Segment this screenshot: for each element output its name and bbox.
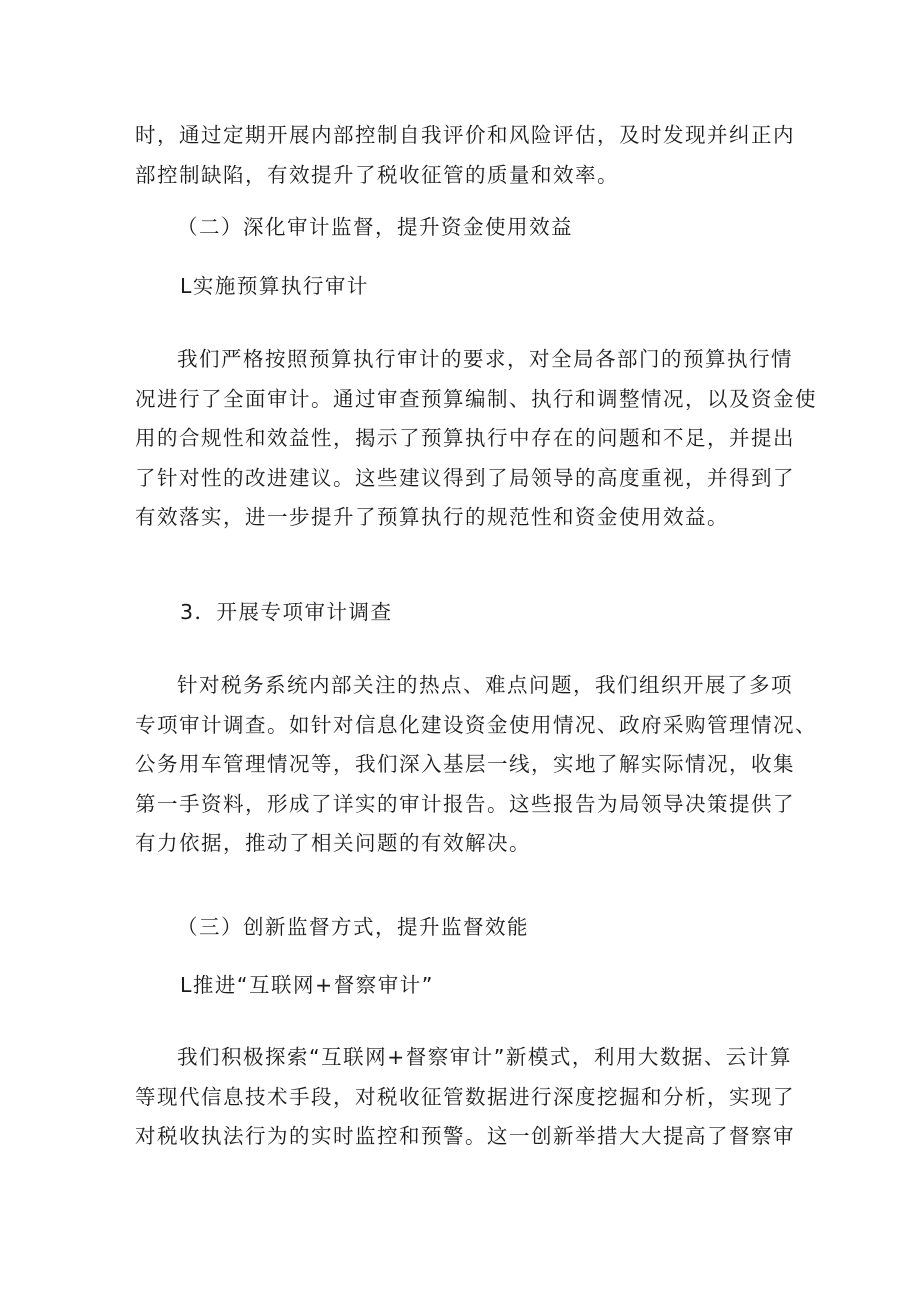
item-heading-budget-audit: L实施预算执行审计 — [180, 274, 369, 298]
paragraph-line: 有力依据，推动了相关问题的有效解决。 — [135, 831, 531, 855]
paragraph-special-audit — [135, 666, 817, 864]
paragraph-line: 专项审计调查。如针对信息化建设资金使用情况、政府采购管理情况、 — [135, 712, 817, 737]
paragraph-line: 况进行了全面审计。通过审查预算编制、执行和调整情况，以及资金使 — [135, 386, 817, 411]
paragraph-line: 了针对性的改进建议。这些建议得到了局领导的高度重视，并得到了 — [135, 465, 795, 490]
paragraph-line: 第一手资料，形成了详实的审计报告。这些报告为局领导决策提供了 — [135, 791, 795, 816]
section-heading-audit-supervision: （二）深化审计监督，提升资金使用效益 — [177, 215, 573, 239]
paragraph-internal-control — [135, 116, 795, 195]
paragraph-line: 公务用车管理情况等，我们深入基层一线，实地了解实际情况，收集 — [135, 752, 795, 776]
paragraph-line: 我们严格按照预算执行审计的要求，对全局各部门的预算执行情 — [177, 347, 793, 371]
section-heading-innovation: （三）创新监督方式，提升监督效能 — [177, 915, 529, 939]
paragraph-budget-audit — [135, 340, 817, 538]
paragraph-line: 部控制缺陷，有效提升了税收征管的质量和效率。 — [135, 162, 619, 187]
paragraph-line: 我们积极探索“互联网+督察审计”新模式，利用大数据、云计算 — [177, 1045, 792, 1069]
item-heading-special-audit: 3．开展专项审计调查 — [180, 600, 393, 624]
paragraph-line: 等现代信息技术手段，对税收征管数据进行深度挖掘和分析，实现了 — [135, 1084, 795, 1109]
paragraph-line: 时，通过定期开展内部控制自我评价和风险评估，及时发现并纠正内 — [135, 123, 795, 147]
paragraph-line: 有效落实，进一步提升了预算执行的规范性和资金使用效益。 — [135, 505, 729, 529]
item-heading-internet-audit: L推进“互联网+督察审计” — [180, 973, 434, 997]
paragraph-line: 用的合规性和效益性，揭示了预算执行中存在的问题和不足，并提出 — [135, 426, 795, 450]
paragraph-line: 对税收执法行为的实时监控和预警。这一创新举措大大提高了督察审 — [135, 1124, 795, 1148]
paragraph-line: 针对税务系统内部关注的热点、难点问题，我们组织开展了多项 — [177, 673, 793, 697]
paragraph-internet-audit — [135, 1038, 795, 1157]
